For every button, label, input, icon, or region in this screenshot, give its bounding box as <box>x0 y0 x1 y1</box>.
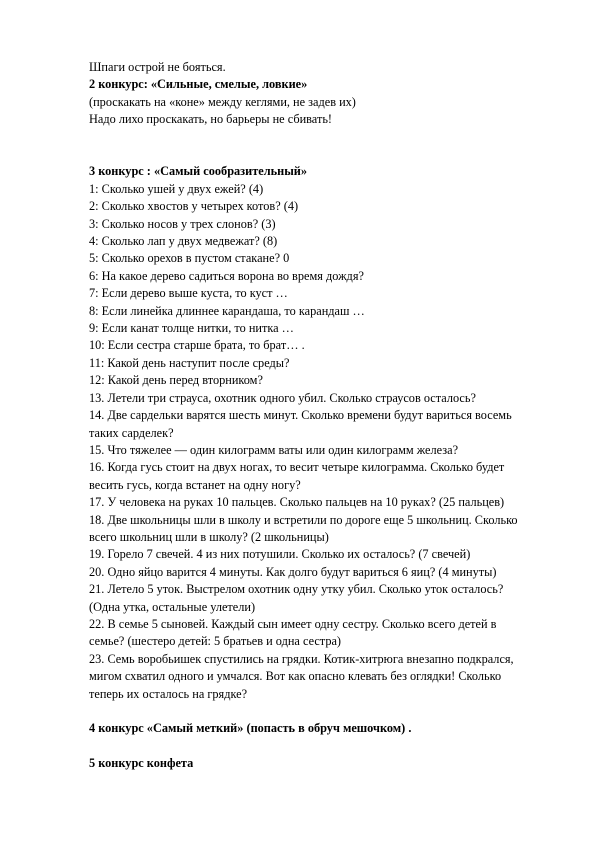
question-item: 15. Что тяжелее — один килограмм ваты или один килограмм железа? <box>89 442 459 457</box>
question-item: 22. В семье 5 сыновей. Каждый сын имеет одну сестру. Сколько всего детей в семье? (шестеро детей: 5 братьев и одна сестра) <box>89 616 497 649</box>
question-item: 23. Семь воробьишек спустились на грядки. Котик-хитрюга внезапно подкрался, мигом схватил одного и умчался. Вот как опасно клевать без оглядки! Сколько теперь их осталось на грядке? <box>89 651 514 701</box>
question-item: 6: На какое дерево садиться ворона во время дождя? <box>89 268 364 283</box>
contest-2-rhyme: Надо лихо проскакать, но барьеры не сбивать! <box>89 112 333 127</box>
spacer <box>89 738 529 755</box>
question-item: 7: Если дерево выше куста, то куст … <box>89 286 288 301</box>
question-item: 8: Если линейка длиннее карандаша, то карандаш … <box>89 303 365 318</box>
question-item: 14. Две сардельки варятся шесть минут. Сколько времени будут вариться восемь таких сарделек? <box>89 408 512 440</box>
contest-2-title: 2 конкурс: «Сильные, смелые, ловкие» <box>89 77 308 92</box>
question-item: 9: Если канат толще нитки, то нитка … <box>89 321 294 336</box>
intro-text: Шпаги острой не бояться. <box>89 60 226 74</box>
question-item: 3: Сколько носов у трех слонов? (3) <box>89 216 276 231</box>
question-item: 10: Если сестра старше брата, то брат… . <box>89 338 305 353</box>
question-item: 4: Сколько лап у двух медвежат? (8) <box>89 234 278 249</box>
question-item: 11: Какой день наступит после среды? <box>89 355 290 370</box>
question-item: 5: Сколько орехов в пустом стакане? 0 <box>89 251 290 266</box>
contest-3-title: 3 конкурс : «Самый сообразительный» <box>89 164 308 179</box>
contest-5-title: 5 конкурс конфета <box>89 756 194 771</box>
question-item: 2: Сколько хвостов у четырех котов? (4) <box>89 199 299 214</box>
question-item: 13. Летели три страуса, охотник одного убил. Сколько страусов осталось? <box>89 390 476 405</box>
question-item: 18. Две школьницы шли в школу и встретили по дороге еще 5 школьниц. Сколько всего школьниц шли в школу? (2 школьницы) <box>89 512 518 544</box>
contest-2-description: (проскакать на «коне» между кеглями, не задев их) <box>89 94 356 109</box>
question-item: 16. Когда гусь стоит на двух ногах, то весит четыре килограмма. Сколько будет весить гусь, когда встанет на одну ногу? <box>89 460 505 492</box>
question-item: 20. Одно яйцо варится 4 минуты. Как долго будут вариться 6 яиц? (4 минуты) <box>89 564 497 579</box>
question-item: 21. Летело 5 уток. Выстрелом охотник одну утку убил. Сколько уток осталось? (Одна утка, остальные улетели) <box>89 582 504 614</box>
question-item: 12: Какой день перед вторником? <box>89 373 263 388</box>
document-body <box>89 59 529 773</box>
spacer <box>89 129 529 164</box>
question-item: 19. Горело 7 свечей. 4 из них потушили. Сколько их осталось? (7 свечей) <box>89 547 471 562</box>
spacer <box>89 703 529 720</box>
contest-4-title: 4 конкурс «Самый меткий» (попасть в обруч мешочком) . <box>89 721 412 736</box>
question-item: 17. У человека на руках 10 пальцев. Сколько пальцев на 10 руках? (25 пальцев) <box>89 495 505 510</box>
question-item: 1: Сколько ушей у двух ежей? (4) <box>89 181 264 196</box>
